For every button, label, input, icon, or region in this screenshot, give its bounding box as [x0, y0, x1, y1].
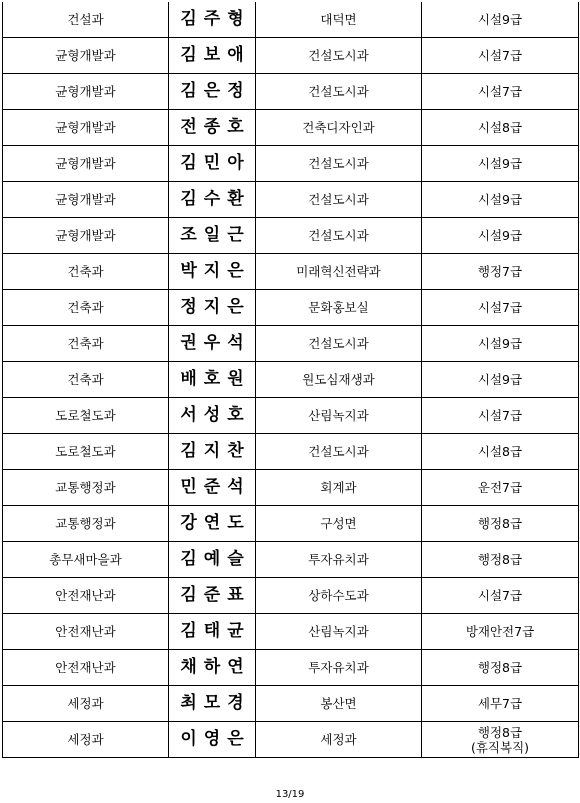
department-cell: 도로철도과 [3, 398, 169, 434]
employee-name-cell: 전종호 [169, 110, 256, 146]
previous-department-cell: 문화홍보실 [256, 290, 422, 326]
grade-label: 시설7급 [477, 408, 523, 423]
employee-name-cell: 김은정 [169, 74, 256, 110]
grade-label: 행정8급 [477, 516, 523, 531]
department-cell: 안전재난과 [3, 614, 169, 650]
department-cell: 건축과 [3, 254, 169, 290]
grade-cell [422, 398, 579, 434]
table-row [3, 218, 579, 254]
department-cell: 도로철도과 [3, 434, 169, 470]
employee-name-cell: 정지은 [169, 290, 256, 326]
grade-label: 시설7급 [477, 588, 523, 603]
previous-department-cell: 건설도시과 [256, 218, 422, 254]
table-row [3, 614, 579, 650]
table-row [3, 146, 579, 182]
previous-department-cell: 건설도시과 [256, 146, 422, 182]
employee-name-cell: 민준석 [169, 470, 256, 506]
grade-cell [422, 38, 579, 74]
department-cell: 균형개발과 [3, 146, 169, 182]
table-row [3, 434, 579, 470]
department-cell: 건설과 [3, 2, 169, 38]
grade-cell [422, 578, 579, 614]
department-cell: 안전재난과 [3, 578, 169, 614]
grade-label: 행정8급 [477, 660, 523, 675]
previous-department-cell: 건설도시과 [256, 182, 422, 218]
grade-cell [422, 326, 579, 362]
grade-label: 시설9급 [477, 336, 523, 351]
grade-label: 시설7급 [477, 84, 523, 99]
table-row [3, 506, 579, 542]
table-row [3, 650, 579, 686]
employee-name-cell: 채하연 [169, 650, 256, 686]
grade-cell [422, 650, 579, 686]
employee-name-cell: 이영은 [169, 722, 256, 758]
employee-name-cell: 김예슬 [169, 542, 256, 578]
employee-name-cell: 서성호 [169, 398, 256, 434]
previous-department-cell: 상하수도과 [256, 578, 422, 614]
department-cell: 건축과 [3, 326, 169, 362]
table-row [3, 110, 579, 146]
previous-department-cell: 세정과 [256, 722, 422, 758]
department-cell: 균형개발과 [3, 182, 169, 218]
employee-name-cell: 김태균 [169, 614, 256, 650]
employee-name-cell: 김민아 [169, 146, 256, 182]
grade-cell [422, 722, 579, 758]
grade-cell [422, 2, 579, 38]
table-row [3, 182, 579, 218]
previous-department-cell: 미래혁신전략과 [256, 254, 422, 290]
grade-cell [422, 218, 579, 254]
grade-label: 세무7급 [477, 696, 523, 711]
grade-cell [422, 506, 579, 542]
grade-cell [422, 686, 579, 722]
department-cell: 건축과 [3, 290, 169, 326]
table-row [3, 686, 579, 722]
table-row [3, 578, 579, 614]
previous-department-cell: 투자유치과 [256, 650, 422, 686]
department-cell: 교통행정과 [3, 506, 169, 542]
previous-department-cell: 산림녹지과 [256, 614, 422, 650]
employee-name-cell: 김보애 [169, 38, 256, 74]
table-row [3, 38, 579, 74]
employee-name-cell: 강연도 [169, 506, 256, 542]
employee-name-cell: 권우석 [169, 326, 256, 362]
previous-department-cell: 건설도시과 [256, 326, 422, 362]
grade-cell [422, 182, 579, 218]
previous-department-cell: 원도심재생과 [256, 362, 422, 398]
previous-department-cell: 건설도시과 [256, 38, 422, 74]
grade-label: 시설7급 [477, 300, 523, 315]
grade-cell [422, 74, 579, 110]
employee-name-cell: 김주형 [169, 2, 256, 38]
grade-label: 방재안전7급 [465, 624, 535, 639]
employee-name-cell: 김지찬 [169, 434, 256, 470]
grade-label: 시설8급 [477, 120, 523, 135]
previous-department-cell: 회계과 [256, 470, 422, 506]
table-row [3, 722, 579, 758]
department-cell: 세정과 [3, 722, 169, 758]
grade-cell [422, 362, 579, 398]
employee-name-cell: 김수환 [169, 182, 256, 218]
employee-name-cell: 배호원 [169, 362, 256, 398]
grade-label: 행정8급 [477, 724, 523, 740]
grade-cell [422, 434, 579, 470]
grade-label: 행정8급 [477, 552, 523, 567]
table-row [3, 470, 579, 506]
grade-cell [422, 614, 579, 650]
previous-department-cell: 산림녹지과 [256, 398, 422, 434]
department-cell: 세정과 [3, 686, 169, 722]
grade-cell [422, 542, 579, 578]
table-row [3, 362, 579, 398]
department-cell: 안전재난과 [3, 650, 169, 686]
department-cell: 균형개발과 [3, 218, 169, 254]
grade-label: 시설8급 [477, 444, 523, 459]
grade-label: 시설9급 [477, 228, 523, 243]
table-row [3, 326, 579, 362]
grade-label: 시설9급 [477, 12, 523, 27]
grade-label: 운전7급 [477, 480, 523, 495]
department-cell: 교통행정과 [3, 470, 169, 506]
previous-department-cell: 구성면 [256, 506, 422, 542]
grade-label: 시설7급 [477, 48, 523, 63]
employee-name-cell: 박지은 [169, 254, 256, 290]
grade-cell [422, 470, 579, 506]
grade-label: 시설9급 [477, 372, 523, 387]
department-cell: 건축과 [3, 362, 169, 398]
employee-name-cell: 최모경 [169, 686, 256, 722]
grade-label: 시설9급 [477, 156, 523, 171]
grade-cell [422, 146, 579, 182]
grade-cell [422, 290, 579, 326]
previous-department-cell: 건설도시과 [256, 434, 422, 470]
grade-note: (휴직복직) [470, 739, 530, 755]
personnel-table [2, 2, 579, 758]
grade-cell [422, 254, 579, 290]
table-row [3, 542, 579, 578]
department-cell: 균형개발과 [3, 38, 169, 74]
previous-department-cell: 봉산면 [256, 686, 422, 722]
table-row [3, 290, 579, 326]
employee-name-cell: 조일근 [169, 218, 256, 254]
personnel-table-body [3, 2, 579, 758]
table-row [3, 398, 579, 434]
department-cell: 균형개발과 [3, 110, 169, 146]
grade-label: 시설9급 [477, 192, 523, 207]
previous-department-cell: 건축디자인과 [256, 110, 422, 146]
table-row [3, 74, 579, 110]
table-row [3, 2, 579, 38]
previous-department-cell: 투자유치과 [256, 542, 422, 578]
previous-department-cell: 건설도시과 [256, 74, 422, 110]
grade-cell [422, 110, 579, 146]
employee-name-cell: 김준표 [169, 578, 256, 614]
department-cell: 균형개발과 [3, 74, 169, 110]
table-row [3, 254, 579, 290]
department-cell: 총무새마을과 [3, 542, 169, 578]
previous-department-cell: 대덕면 [256, 2, 422, 38]
page-number: 13/19 [275, 789, 305, 800]
grade-label: 행정7급 [477, 264, 523, 279]
